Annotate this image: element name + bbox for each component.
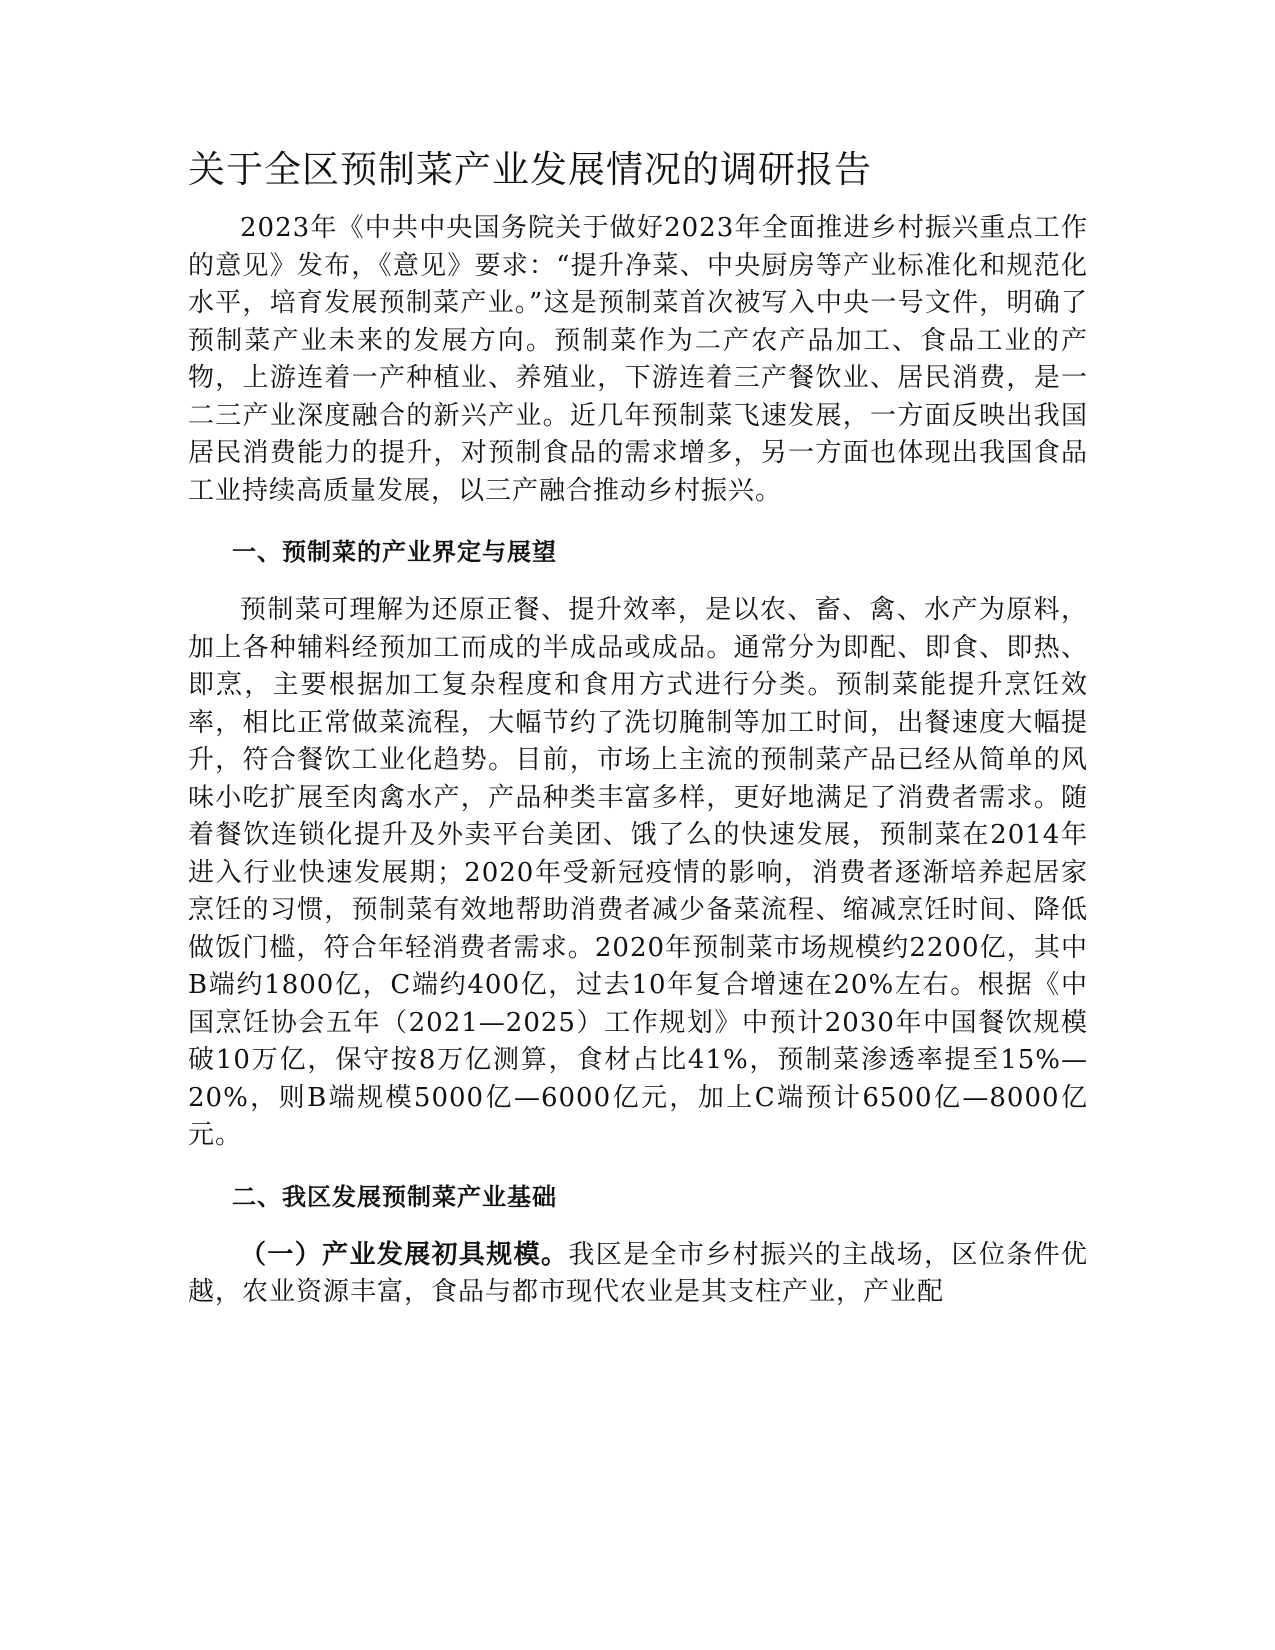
- document-title: 关于全区预制菜产业发展情况的调研报告: [188, 148, 872, 191]
- document-page: [188, 140, 1088, 1312]
- section-1-paragraph: 预制菜可理解为还原正餐、提升效率，是以农、畜、禽、水产为原料，加上各种辅料经预加工而成的半成品或成品。通常分为即配、即食、即热、即烹，主要根据加工复杂程度和食用方式进行分类。预制菜能提升烹饪效率，相比正常做菜流程，大幅节约了洗切腌制等加工时间，出餐速度大幅提升，符合餐饮工业化趋势。目前，市场上主流的预制菜产品已经从简单的风味小吃扩展至肉禽水产，产品种类丰富多样，更好地满足了消费者需求。随着餐饮连锁化提升及外卖平台美团、饿了么的快速发展，预制菜在2014年进入行业快速发展期；2020年受新冠疫情的影响，消费者逐渐培养起居家烹饪的习惯，预制菜有效地帮助消费者减少备菜流程、缩减烹饪时间、降低做饭门槛，符合年轻消费者需求。2020年预制菜市场规模约2200亿，其中B端约1800亿，C端约400亿，过去10年复合增速在20%左右。根据《中国烹饪协会五年（2021—2025）工作规划》中预计2030年中国餐饮规模破10万亿，保守按8万亿测算，食材占比41%，预制菜渗透率提至15%—20%，则B端规模5000亿—6000亿元，加上C端预计6500亿—8000亿元。: [188, 595, 1088, 1150]
- section-1-heading: 一、预制菜的产业界定与展望: [232, 538, 557, 566]
- section-2-sub-1-body: 我区是全市乡村振兴的主战场，区位条件优越，农业资源丰富，食品与都市现代农业是其支柱产业，产业配: [188, 1239, 1088, 1307]
- section-2-sub-1-paragraph: [188, 1237, 1088, 1312]
- section-2-heading: 二、我区发展预制菜产业基础: [232, 1182, 557, 1211]
- intro-paragraph: 2023年《中共中央国务院关于做好2023年全面推进乡村振兴重点工作的意见》发布，《意见》要求：“提升净菜、中央厨房等产业标准化和规范化水平，培育发展预制菜产业。”这是预制菜首次被写入中央一号文件，明确了预制菜产业未来的发展方向。预制菜作为二产农产品加工、食品工业的产物，上游连着一产种植业、养殖业，下游连着三产餐饮业、居民消费，是一二三产业深度融合的新兴产业。近几年预制菜飞速发展，一方面反映出我国居民消费能力的提升，对预制食品的需求增多，另一方面也体现出我国食品工业持续高质量发展，以三产融合推动乡村振兴。: [188, 213, 1088, 506]
- section-2-sub-1-lead: （一）产业发展初具规模。: [240, 1239, 569, 1270]
